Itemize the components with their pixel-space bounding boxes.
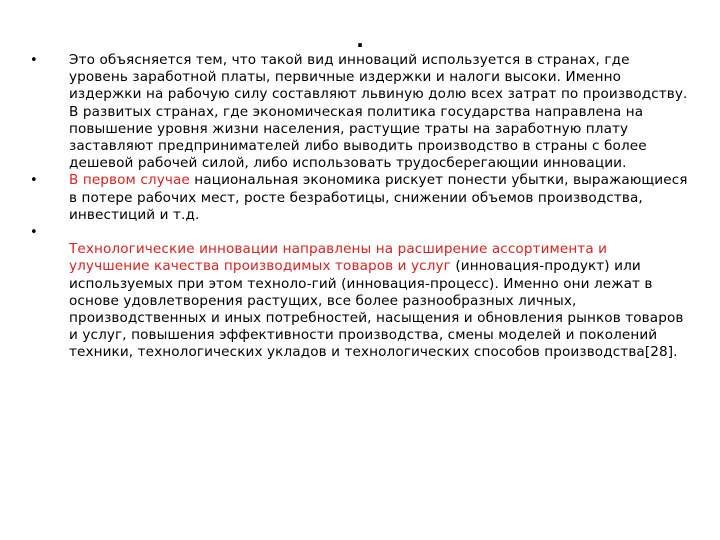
- slide-title: .: [356, 28, 364, 52]
- bullet-text: национальная экономика рискует понести убытки, выражающиеся в потере рабочих мест, росте безработицы, снижении объемов производства, инвестиций и т.д.: [69, 172, 688, 223]
- bullet-spacer: [69, 224, 690, 241]
- bullet-item-2: [30, 172, 690, 224]
- bullet-text-container: [69, 241, 690, 361]
- bullet-highlight-text: В первом случае: [69, 172, 195, 189]
- bullet-marker: •: [30, 173, 38, 189]
- bullet-marker: •: [30, 225, 38, 241]
- bullet-item-3: [30, 224, 690, 362]
- bullet-highlight-text: Технологические инновации направлены на расширение ассортимента и улучшение качества производимых товаров и услуг: [69, 241, 608, 275]
- bullet-text-container: [69, 172, 690, 224]
- bullet-text: Это объясняется тем, что такой вид инноваций используется в странах, где уровень заработной платы, первичные издержки и налоги высоки. Именно издержки на рабочую силу составляют львиную долю всех затрат по производству. В развитых странах, где экономическая политика государства направлена на повышение уровня жизни населения, растущие траты на заработную плату заставляют предпринимателей либо выводить производство в страны с более дешевой рабочей силой, либо использовать трудосберегающии инновации.: [69, 52, 688, 172]
- bullet-marker: •: [30, 53, 38, 68]
- bullet-text: (инновация-продукт) или используемых при этом техноло-гий (инновация-процесс). Именно они лежат в основе удовлетворения растущих, все более разнообразных личных, производственных и иных потребностей, насыщения и обновления рынков товаров и услуг, повышения эффективности производства, смены моделей и поколений техники, технологических укладов и технологических способов производства[28].: [69, 258, 684, 361]
- bullet-list: [30, 52, 690, 362]
- bullet-item-1: [30, 52, 690, 172]
